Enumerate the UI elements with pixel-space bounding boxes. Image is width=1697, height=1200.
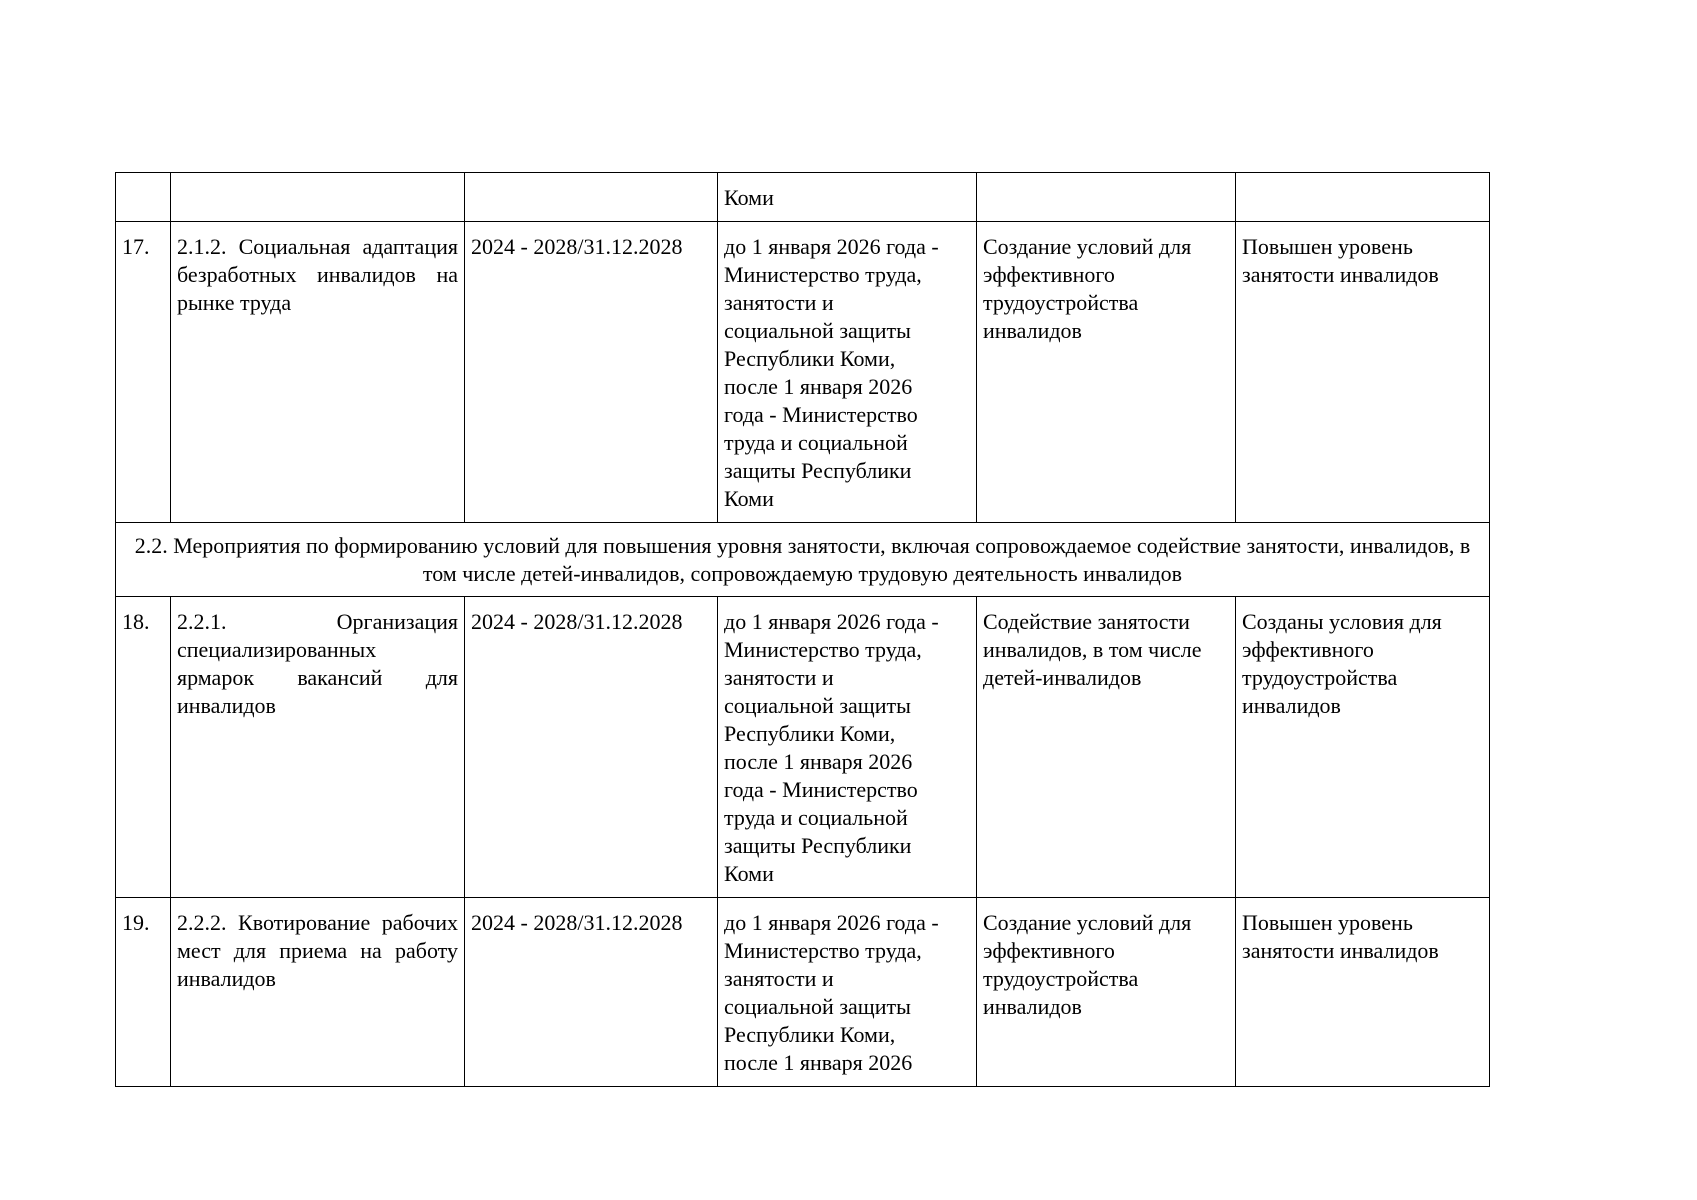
cell-period [465, 173, 718, 222]
cell-name: 2.2.2. Квотирование рабочих мест для приема на работу инвалидов [171, 898, 465, 1087]
table-row-18 [116, 597, 1490, 898]
cell-period: 2024 - 2028/31.12.2028 [465, 222, 718, 523]
cell-result: Повышен уровень занятости инвалидов [1236, 898, 1490, 1087]
table-row-continuation [116, 173, 1490, 222]
cell-result: Созданы условия для эффективного трудоустройства инвалидов [1236, 597, 1490, 898]
cell-content: Содействие занятости инвалидов, в том числе детей-инвалидов [977, 597, 1236, 898]
cell-name: 2.1.2. Социальная адаптация безработных инвалидов на рынке труда [171, 222, 465, 523]
measures-table [115, 172, 1490, 1087]
cell-period: 2024 - 2028/31.12.2028 [465, 597, 718, 898]
cell-result: Повышен уровень занятости инвалидов [1236, 222, 1490, 523]
cell-executor: до 1 января 2026 года - Министерство труда, занятости и социальной защиты Республики Коми, после 1 января 2026 года - Министерство труда и социальной защиты Республики Коми [718, 222, 977, 523]
section-heading-2-2: 2.2. Мероприятия по формированию условий для повышения уровня занятости, включая сопровождаемое содействие занятости, инвалидов, в том числе детей-инвалидов, сопровождаемую трудовую деятельность инвалидов [116, 523, 1490, 597]
table-row-17 [116, 222, 1490, 523]
cell-num: 19. [116, 898, 171, 1087]
cell-content: Создание условий для эффективного трудоустройства инвалидов [977, 222, 1236, 523]
cell-num [116, 173, 171, 222]
cell-executor: до 1 января 2026 года - Министерство труда, занятости и социальной защиты Республики Коми, после 1 января 2026 [718, 898, 977, 1087]
cell-num: 17. [116, 222, 171, 523]
cell-name [171, 173, 465, 222]
cell-content [977, 173, 1236, 222]
cell-num: 18. [116, 597, 171, 898]
cell-executor: до 1 января 2026 года - Министерство труда, занятости и социальной защиты Республики Коми, после 1 января 2026 года - Министерство труда и социальной защиты Республики Коми [718, 597, 977, 898]
cell-content: Создание условий для эффективного трудоустройства инвалидов [977, 898, 1236, 1087]
cell-period: 2024 - 2028/31.12.2028 [465, 898, 718, 1087]
cell-executor: Коми [718, 173, 977, 222]
section-heading-row [116, 523, 1490, 597]
table-row-19 [116, 898, 1490, 1087]
cell-name: 2.2.1. Организация специализированных ярмарок вакансий для инвалидов [171, 597, 465, 898]
cell-result [1236, 173, 1490, 222]
